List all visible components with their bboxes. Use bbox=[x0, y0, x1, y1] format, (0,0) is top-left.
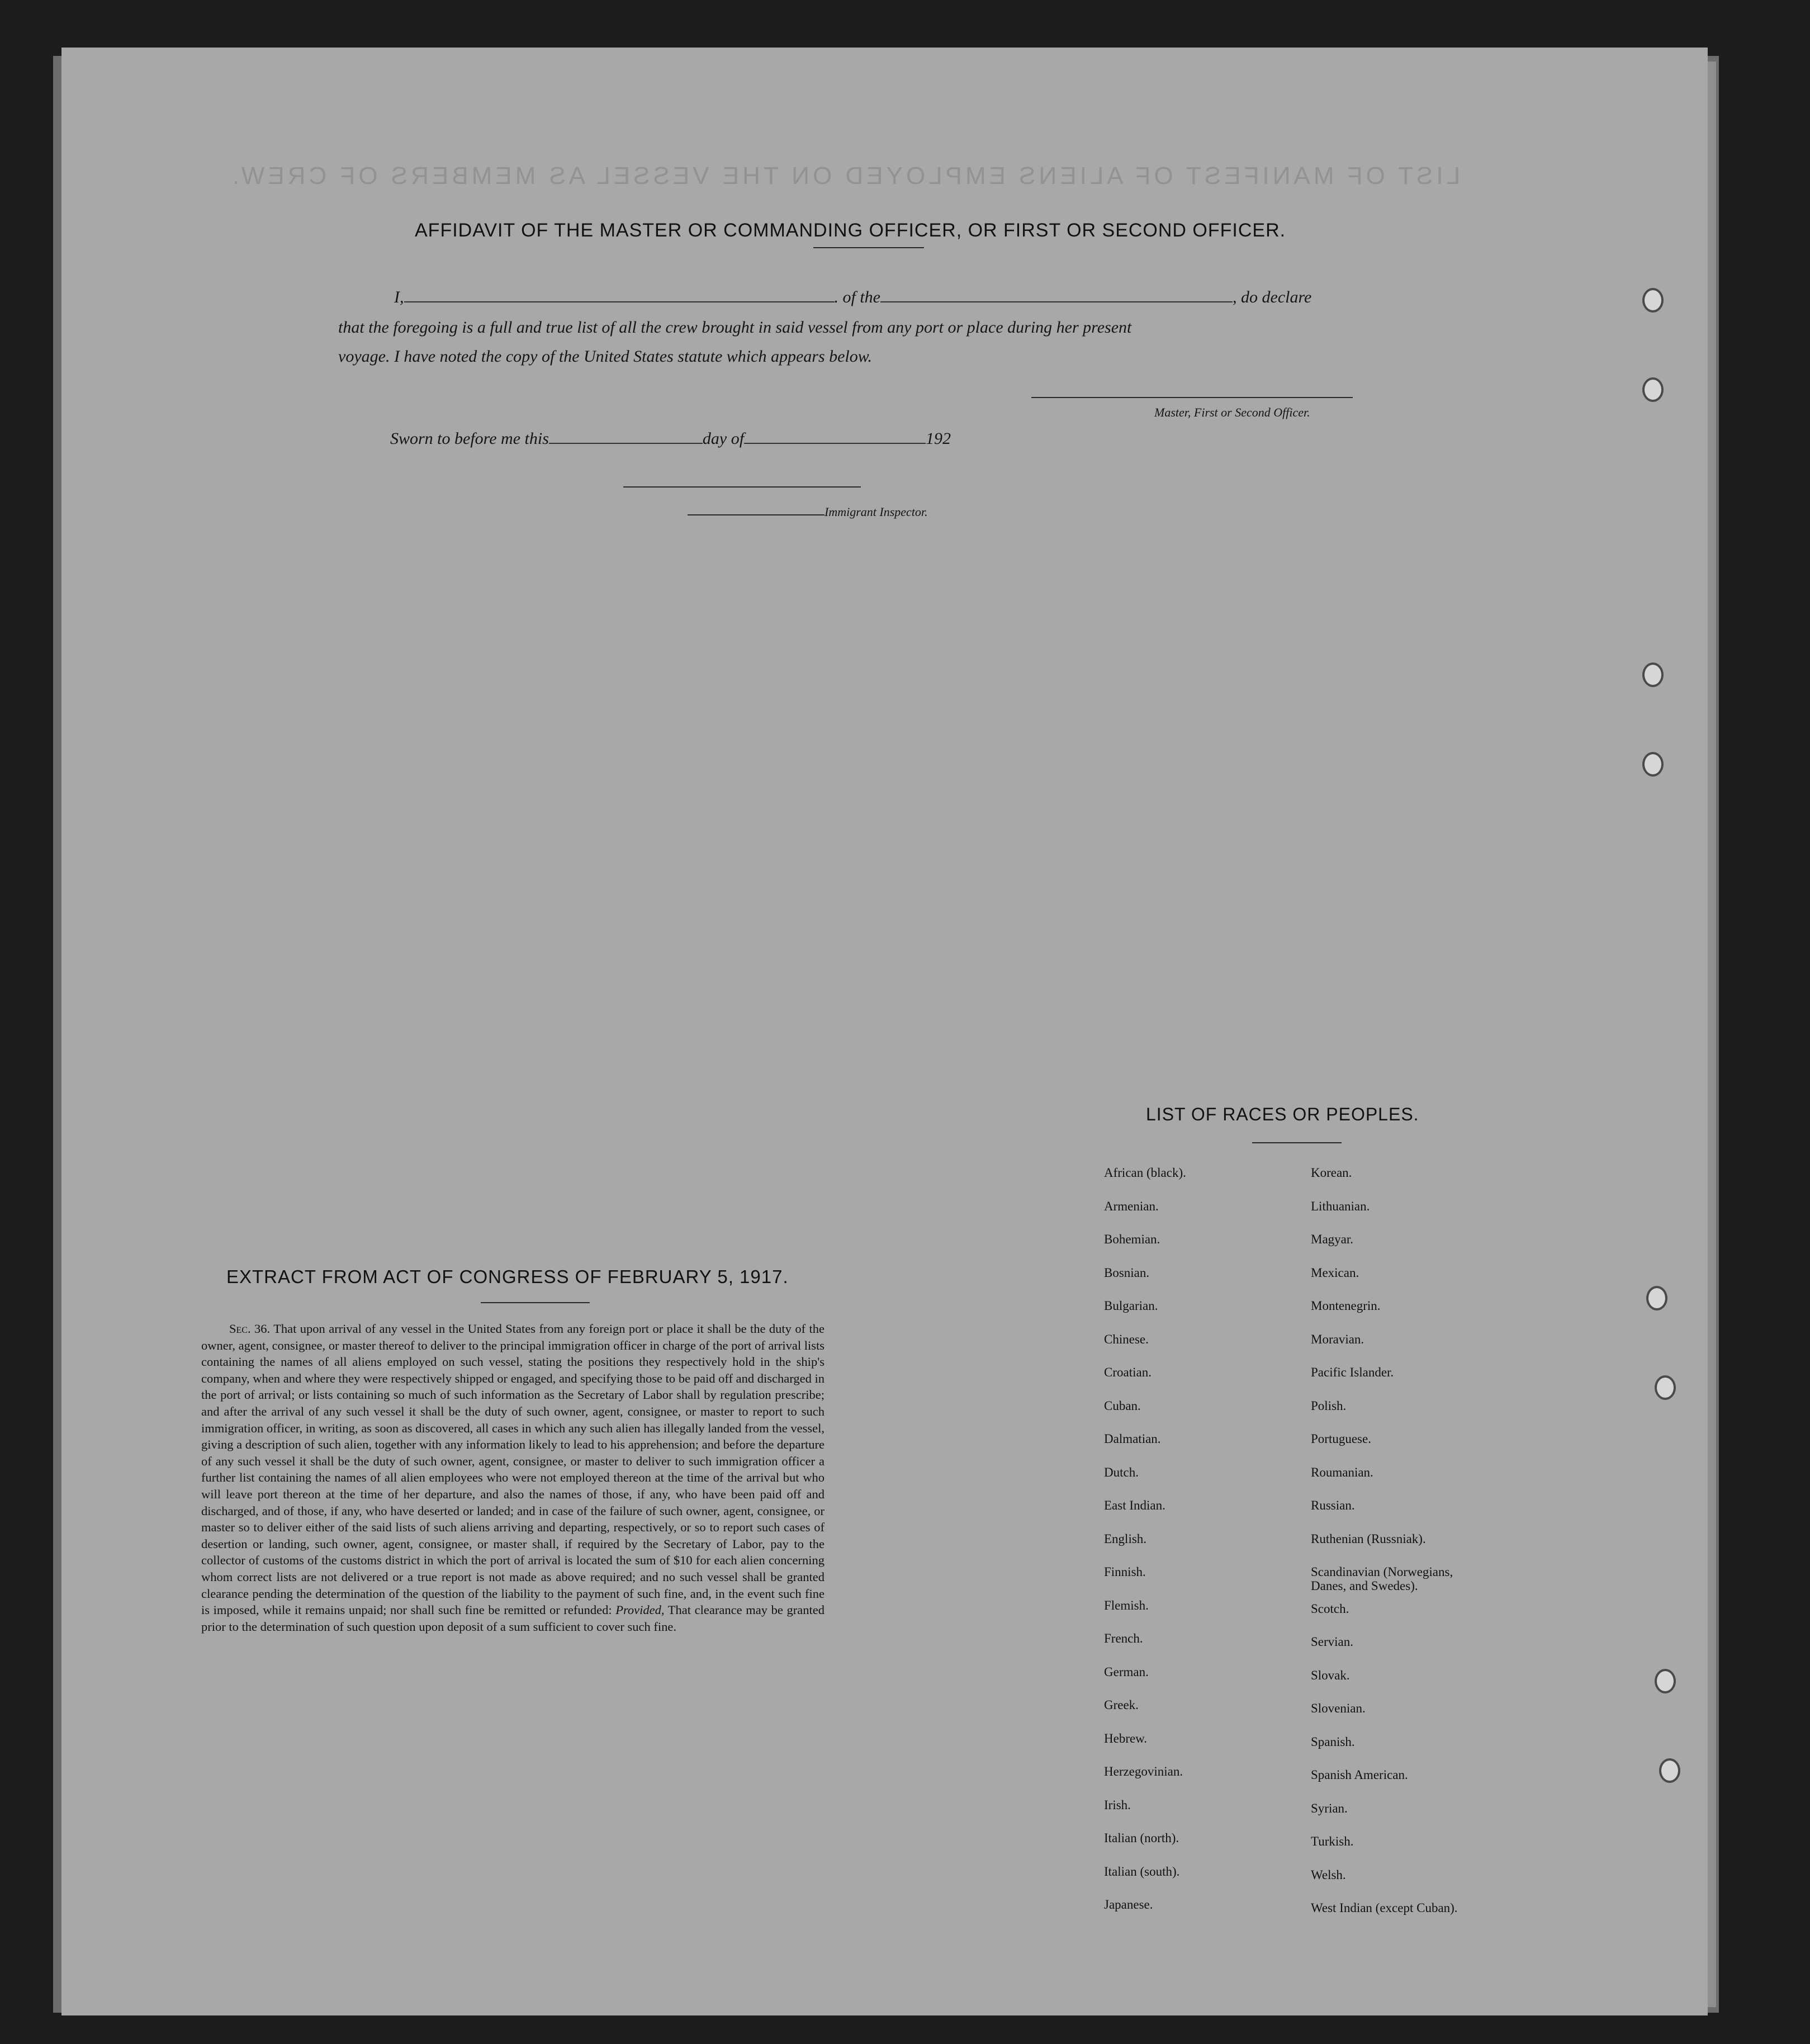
binder-hole bbox=[1642, 752, 1664, 777]
race-item: Finnish. bbox=[1104, 1565, 1146, 1579]
races-title: LIST OF RACES OR PEOPLES. bbox=[1146, 1104, 1419, 1124]
race-item: Welsh. bbox=[1311, 1867, 1346, 1882]
binder-hole bbox=[1646, 1286, 1667, 1310]
race-item: Polish. bbox=[1311, 1398, 1347, 1413]
race-item: Korean. bbox=[1311, 1166, 1352, 1180]
race-item: Roumanian. bbox=[1311, 1465, 1373, 1479]
race-item: Dalmatian. bbox=[1104, 1432, 1161, 1446]
race-item: Ruthenian (Russniak). bbox=[1311, 1531, 1426, 1546]
sworn-label: Sworn to before me this bbox=[390, 429, 549, 448]
race-item: Mexican. bbox=[1311, 1265, 1359, 1280]
race-item: Bosnian. bbox=[1104, 1265, 1150, 1280]
day-blank[interactable] bbox=[549, 443, 703, 444]
binder-hole bbox=[1642, 663, 1664, 687]
race-item: Slovak. bbox=[1311, 1668, 1350, 1682]
section-text: That upon arrival of any vessel in the United States from any foreign port or place it shall be the duty of the owner, agent, consignee, or master thereof to deliver to the principal immigration officer in charge of the port of arrival lists containing the names of all aliens employed on such vessel, stating the positions they respectively hold in the ship's company, when and where they were respectively shipped or engaged, and specifying those to be paid off and discharged in the port of arrival; or lists containing so much of such information as the Secretary of Labor shall by regulation prescribe; and after the arrival of any such vessel it shall be the duty of such owner, agent, consignee, or master to report to such immigration officer, in writing, as soon as discovered, all cases in which any such alien has illegally landed from the vessel, giving a description of such alien, together with any information likely to lead to his apprehension; and before the departure of any such vessel it shall be the duty of such owner, agent, consignee, or master to deliver to such immigration officer a further list containing the names of all alien employees who were not employed thereon at the time of the arrival but who will leave port thereon at the time of her departure, and also the names of those, if any, who have been paid off and discharged, and of those, if any, who have deserted or landed; and in case of the failure of such owner, agent, consignee, or master so to deliver either of the said lists of such aliens arriving and departing, respectively, or so to report such cases of desertion or landing, such owner, agent, consignee, or master shall, if required by the Secretary of Labor, pay to the collector of customs of the customs district in which the port of arrival is located the sum of $10 for each alien concerning whom correct lists are not delivered or a true report is not made as above required; and no such vessel shall be granted clearance pending the determination of the question of the liability to the payment of such fine, and, in the event such fine is imposed, while it remains unpaid; nor shall such fine be remitted or refunded: bbox=[201, 1322, 825, 1617]
race-item: Hebrew. bbox=[1104, 1731, 1148, 1745]
race-item: Syrian. bbox=[1311, 1801, 1348, 1815]
master-signature-label: Master, First or Second Officer. bbox=[1154, 405, 1310, 419]
extract-title: EXTRACT FROM ACT OF CONGRESS OF FEBRUARY 5, 1917. bbox=[226, 1266, 789, 1287]
races-right-column bbox=[1311, 1166, 1601, 1976]
race-item: Bohemian. bbox=[1104, 1232, 1160, 1246]
master-signature-line[interactable] bbox=[1031, 397, 1353, 398]
race-item: Lithuanian. bbox=[1311, 1199, 1370, 1213]
binder-hole bbox=[1659, 1758, 1680, 1783]
affidavit-title-rule bbox=[813, 247, 924, 248]
binder-hole bbox=[1642, 288, 1664, 313]
race-item: Scotch. bbox=[1311, 1601, 1349, 1616]
extract-title-rule bbox=[481, 1302, 590, 1303]
race-item: German. bbox=[1104, 1664, 1149, 1679]
manifest-page bbox=[61, 48, 1708, 2015]
race-item: Flemish. bbox=[1104, 1598, 1149, 1612]
month-blank[interactable] bbox=[744, 443, 926, 444]
race-item: Turkish. bbox=[1311, 1834, 1354, 1848]
race-item: Servian. bbox=[1311, 1635, 1354, 1649]
race-item: Chinese. bbox=[1104, 1332, 1149, 1346]
proviso-label: Provided, bbox=[615, 1603, 665, 1617]
binder-hole bbox=[1642, 377, 1664, 402]
race-item: Italian (north). bbox=[1104, 1831, 1179, 1845]
race-item: French. bbox=[1104, 1631, 1143, 1645]
race-item: Magyar. bbox=[1311, 1232, 1354, 1246]
affidavit-line-2: that the foregoing is a full and true list of all the crew brought in said vessel from any port or place during her present bbox=[338, 318, 1132, 337]
bleed-through-header: LIST OF MANIFEST OF ALIENS EMPLOYED ON THE VESSEL AS MEMBERS OF CREW. bbox=[229, 162, 1461, 190]
races-title-rule bbox=[1252, 1142, 1342, 1143]
affidavit-title: AFFIDAVIT OF THE MASTER OR COMMANDING OFFICER, OR FIRST OR SECOND OFFICER. bbox=[415, 220, 1286, 241]
race-item: English. bbox=[1104, 1531, 1147, 1546]
race-item: Pacific Islander. bbox=[1311, 1365, 1394, 1379]
race-item: Dutch. bbox=[1104, 1465, 1139, 1479]
vessel-blank[interactable] bbox=[880, 301, 1233, 302]
affidavit-line-3: voyage. I have noted the copy of the United States statute which appears below. bbox=[338, 347, 873, 366]
proviso-text: That clearance may be granted prior to the determination of such question upon deposit of a sum sufficient to cover such fine. bbox=[201, 1603, 825, 1634]
affidavit-i-label: I, bbox=[394, 288, 404, 306]
extract-body bbox=[201, 1321, 825, 1635]
race-item: Moravian. bbox=[1311, 1332, 1364, 1346]
race-item: Irish. bbox=[1104, 1797, 1131, 1812]
race-item: African (black). bbox=[1104, 1166, 1186, 1180]
race-item: Spanish. bbox=[1311, 1734, 1355, 1749]
race-item: West Indian (except Cuban). bbox=[1311, 1901, 1458, 1915]
binder-hole bbox=[1655, 1669, 1676, 1693]
race-item: Bulgarian. bbox=[1104, 1299, 1158, 1313]
race-item: Spanish American. bbox=[1311, 1768, 1408, 1782]
year-label: 192 bbox=[926, 429, 951, 448]
race-item: Italian (south). bbox=[1104, 1864, 1180, 1879]
race-item: Portuguese. bbox=[1311, 1432, 1371, 1446]
affidavit-do-declare: , do declare bbox=[1233, 288, 1312, 306]
race-item: Croatian. bbox=[1104, 1365, 1152, 1379]
sworn-line bbox=[390, 429, 951, 448]
race-item: Slovenian. bbox=[1311, 1701, 1366, 1715]
race-item: Montenegrin. bbox=[1311, 1299, 1381, 1313]
inspector-label: Immigrant Inspector. bbox=[825, 505, 928, 519]
races-left-column bbox=[1104, 1166, 1328, 1976]
race-item: East Indian. bbox=[1104, 1498, 1165, 1512]
inspector-sign-line[interactable] bbox=[688, 514, 825, 515]
race-item: Armenian. bbox=[1104, 1199, 1159, 1213]
affidavit-of-the: . of the bbox=[834, 288, 880, 306]
race-item: Greek. bbox=[1104, 1698, 1139, 1712]
binder-hole bbox=[1655, 1375, 1676, 1400]
race-item: Russian. bbox=[1311, 1498, 1355, 1512]
race-item: Japanese. bbox=[1104, 1898, 1153, 1911]
race-item: Scandinavian (Norwegians, Danes, and Swedes). bbox=[1311, 1565, 1453, 1593]
race-item: Herzegovinian. bbox=[1104, 1764, 1183, 1778]
section-label: Sec. 36. bbox=[229, 1322, 271, 1336]
inspector-sign-line-upper[interactable] bbox=[623, 486, 861, 488]
day-of-label: day of bbox=[702, 429, 745, 448]
name-blank[interactable] bbox=[404, 301, 835, 302]
race-item: Cuban. bbox=[1104, 1398, 1141, 1413]
affidavit-line-1 bbox=[394, 288, 1311, 307]
